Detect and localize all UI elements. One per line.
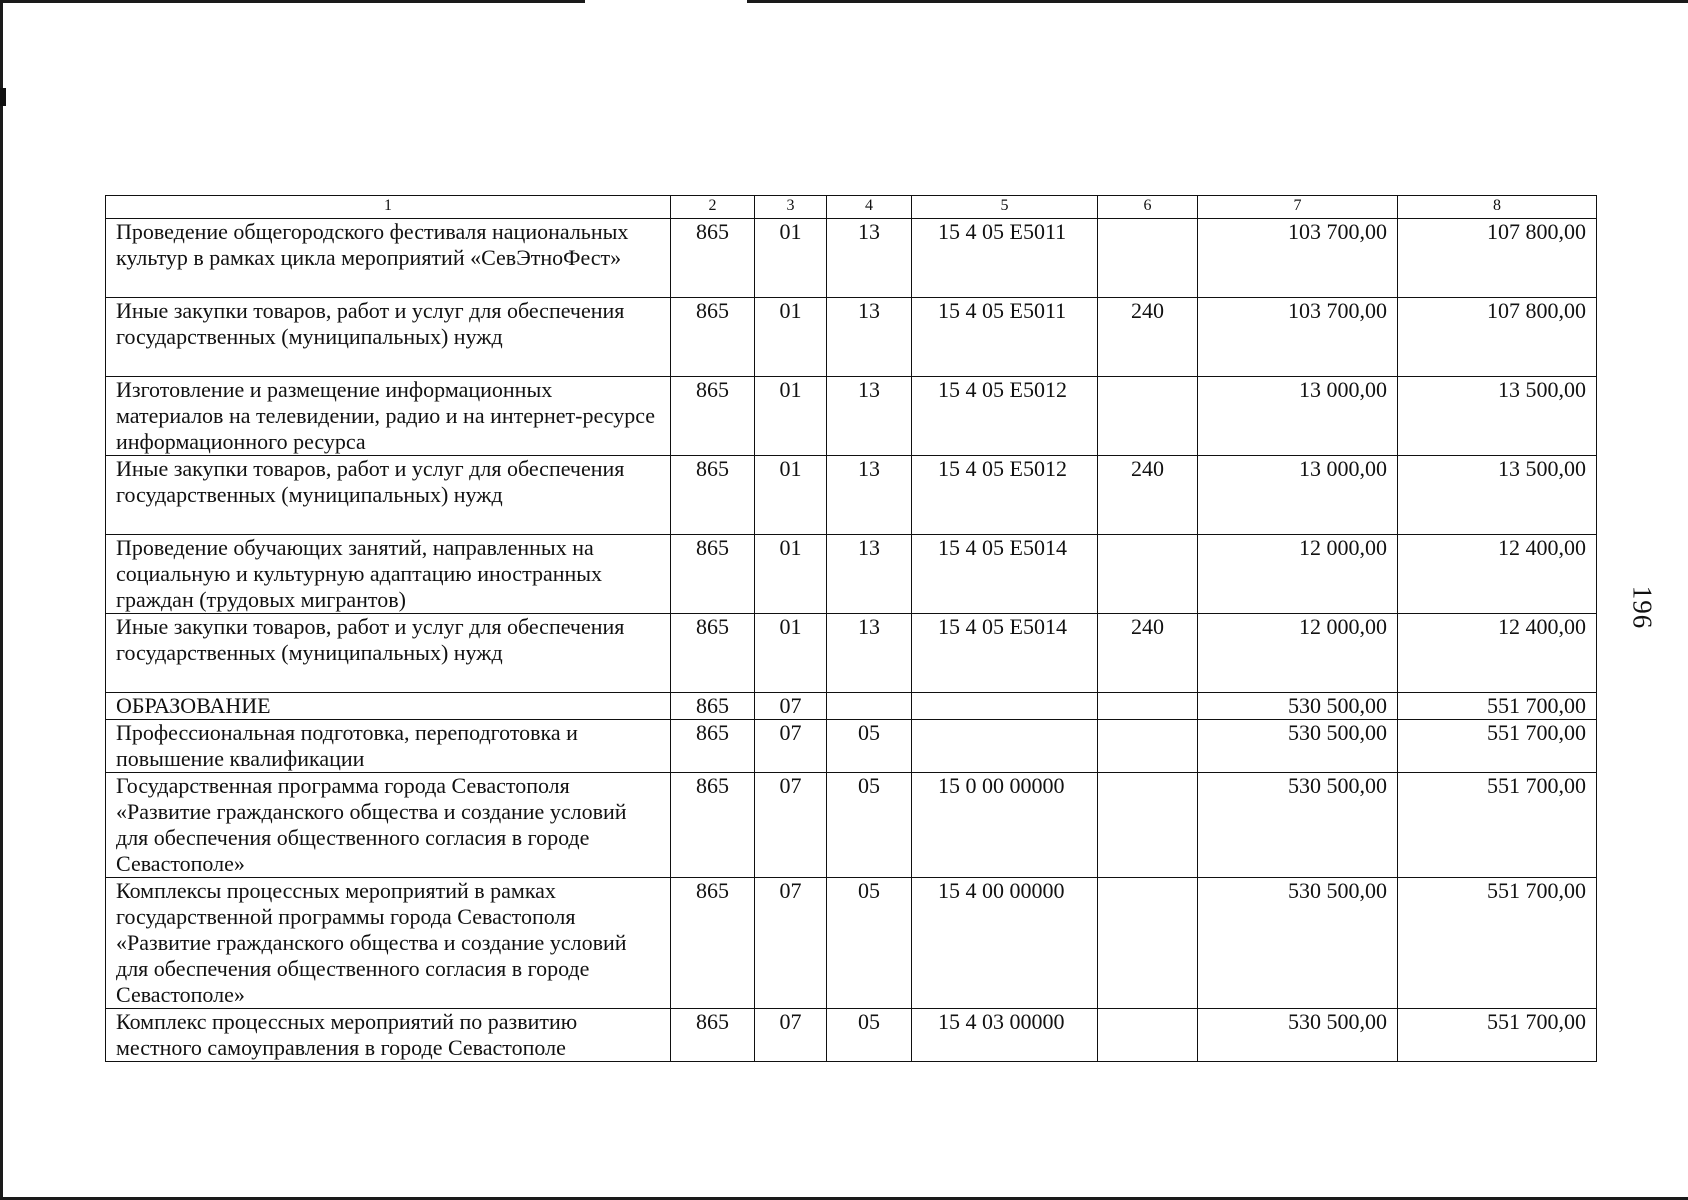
row-name: Иные закупки товаров, работ и услуг для обеспечения государственных (муниципальных) нужд (106, 456, 671, 535)
table-row (106, 456, 1597, 535)
table-row (106, 878, 1597, 1009)
col-header: 5 (912, 196, 1098, 219)
amount-year-2: 13 500,00 (1398, 377, 1597, 456)
subsection-code: 13 (827, 219, 912, 298)
table-row (106, 535, 1597, 614)
target-article-code: 15 4 05 Е5011 (912, 298, 1098, 377)
table-row (106, 219, 1597, 298)
row-name: Комплекс процессных мероприятий по развитию местного самоуправления в городе Севастополе (106, 1009, 671, 1062)
ministry-code: 865 (671, 219, 755, 298)
ministry-code: 865 (671, 456, 755, 535)
section-code: 01 (755, 377, 827, 456)
amount-year-1: 103 700,00 (1198, 298, 1398, 377)
target-article-code: 15 0 00 00000 (912, 773, 1098, 878)
header-row (106, 196, 1597, 219)
table-row (106, 693, 1597, 720)
table-row (106, 720, 1597, 773)
amount-year-1: 13 000,00 (1198, 456, 1398, 535)
expense-type-code (1098, 535, 1198, 614)
scan-edge-top (0, 0, 1688, 3)
ministry-code: 865 (671, 720, 755, 773)
scan-edge-left (0, 0, 3, 1200)
amount-year-1: 530 500,00 (1198, 693, 1398, 720)
section-code: 07 (755, 693, 827, 720)
scan-mark (0, 88, 6, 106)
section-code: 01 (755, 298, 827, 377)
section-code: 01 (755, 614, 827, 693)
amount-year-2: 551 700,00 (1398, 1009, 1597, 1062)
col-header: 4 (827, 196, 912, 219)
amount-year-2: 107 800,00 (1398, 219, 1597, 298)
table-row (106, 1009, 1597, 1062)
row-name: Иные закупки товаров, работ и услуг для обеспечения государственных (муниципальных) нужд (106, 298, 671, 377)
amount-year-1: 12 000,00 (1198, 614, 1398, 693)
subsection-code: 13 (827, 377, 912, 456)
page-number: 196 (1627, 585, 1658, 630)
expense-type-code: 240 (1098, 298, 1198, 377)
ministry-code: 865 (671, 298, 755, 377)
table-row (106, 298, 1597, 377)
subsection-code: 05 (827, 878, 912, 1009)
ministry-code: 865 (671, 614, 755, 693)
target-article-code: 15 4 05 Е5014 (912, 535, 1098, 614)
amount-year-2: 551 700,00 (1398, 693, 1597, 720)
amount-year-1: 103 700,00 (1198, 219, 1398, 298)
table-row (106, 614, 1597, 693)
row-name: Проведение обучающих занятий, направленных на социальную и культурную адаптацию иностранных граждан (трудовых мигрантов) (106, 535, 671, 614)
target-article-code: 15 4 03 00000 (912, 1009, 1098, 1062)
row-name: Проведение общегородского фестиваля национальных культур в рамках цикла мероприятий «СевЭтноФест» (106, 219, 671, 298)
amount-year-2: 13 500,00 (1398, 456, 1597, 535)
amount-year-2: 551 700,00 (1398, 720, 1597, 773)
expense-type-code: 240 (1098, 614, 1198, 693)
table-row (106, 773, 1597, 878)
target-article-code (912, 720, 1098, 773)
subsection-code: 05 (827, 720, 912, 773)
subsection-code: 13 (827, 298, 912, 377)
section-code: 07 (755, 878, 827, 1009)
subsection-code (827, 693, 912, 720)
ministry-code: 865 (671, 773, 755, 878)
ministry-code: 865 (671, 693, 755, 720)
ministry-code: 865 (671, 535, 755, 614)
expense-type-code (1098, 878, 1198, 1009)
amount-year-1: 530 500,00 (1198, 878, 1398, 1009)
expense-type-code (1098, 720, 1198, 773)
col-header: 6 (1098, 196, 1198, 219)
col-header: 8 (1398, 196, 1597, 219)
row-name: Государственная программа города Севастополя «Развитие гражданского общества и создание условий для обеспечения общественного согласия в городе Севастополе» (106, 773, 671, 878)
section-code: 01 (755, 535, 827, 614)
section-code: 07 (755, 1009, 827, 1062)
target-article-code: 15 4 05 Е5011 (912, 219, 1098, 298)
scan-edge-gap (585, 0, 747, 3)
expense-type-code (1098, 773, 1198, 878)
expense-type-code (1098, 377, 1198, 456)
ministry-code: 865 (671, 878, 755, 1009)
amount-year-2: 12 400,00 (1398, 535, 1597, 614)
row-name: Изготовление и размещение информационных материалов на телевидении, радио и на интернет-ресурсе информационного ресурса (106, 377, 671, 456)
target-article-code: 15 4 05 Е5012 (912, 377, 1098, 456)
amount-year-2: 107 800,00 (1398, 298, 1597, 377)
row-name: Профессиональная подготовка, переподготовка и повышение квалификации (106, 720, 671, 773)
subsection-code: 13 (827, 456, 912, 535)
subsection-code: 13 (827, 535, 912, 614)
expense-type-code (1098, 219, 1198, 298)
target-article-code (912, 693, 1098, 720)
col-header: 7 (1198, 196, 1398, 219)
ministry-code: 865 (671, 1009, 755, 1062)
row-name: Иные закупки товаров, работ и услуг для обеспечения государственных (муниципальных) нужд (106, 614, 671, 693)
subsection-code: 05 (827, 773, 912, 878)
expense-type-code (1098, 1009, 1198, 1062)
amount-year-1: 13 000,00 (1198, 377, 1398, 456)
target-article-code: 15 4 05 Е5012 (912, 456, 1098, 535)
subsection-code: 13 (827, 614, 912, 693)
col-header: 2 (671, 196, 755, 219)
expense-type-code: 240 (1098, 456, 1198, 535)
section-code: 07 (755, 720, 827, 773)
col-header: 3 (755, 196, 827, 219)
section-code: 01 (755, 219, 827, 298)
amount-year-1: 530 500,00 (1198, 1009, 1398, 1062)
expense-type-code (1098, 693, 1198, 720)
row-name: Комплексы процессных мероприятий в рамках государственной программы города Севастополя «Развитие гражданского общества и создание условий для обеспечения общественного согласия в городе Севастополе» (106, 878, 671, 1009)
table-row (106, 377, 1597, 456)
ministry-code: 865 (671, 377, 755, 456)
section-code: 07 (755, 773, 827, 878)
col-header: 1 (106, 196, 671, 219)
amount-year-2: 551 700,00 (1398, 773, 1597, 878)
budget-table (105, 195, 1597, 1062)
target-article-code: 15 4 05 Е5014 (912, 614, 1098, 693)
amount-year-1: 12 000,00 (1198, 535, 1398, 614)
amount-year-2: 551 700,00 (1398, 878, 1597, 1009)
amount-year-2: 12 400,00 (1398, 614, 1597, 693)
target-article-code: 15 4 00 00000 (912, 878, 1098, 1009)
row-name: ОБРАЗОВАНИЕ (106, 693, 671, 720)
subsection-code: 05 (827, 1009, 912, 1062)
amount-year-1: 530 500,00 (1198, 773, 1398, 878)
section-code: 01 (755, 456, 827, 535)
amount-year-1: 530 500,00 (1198, 720, 1398, 773)
